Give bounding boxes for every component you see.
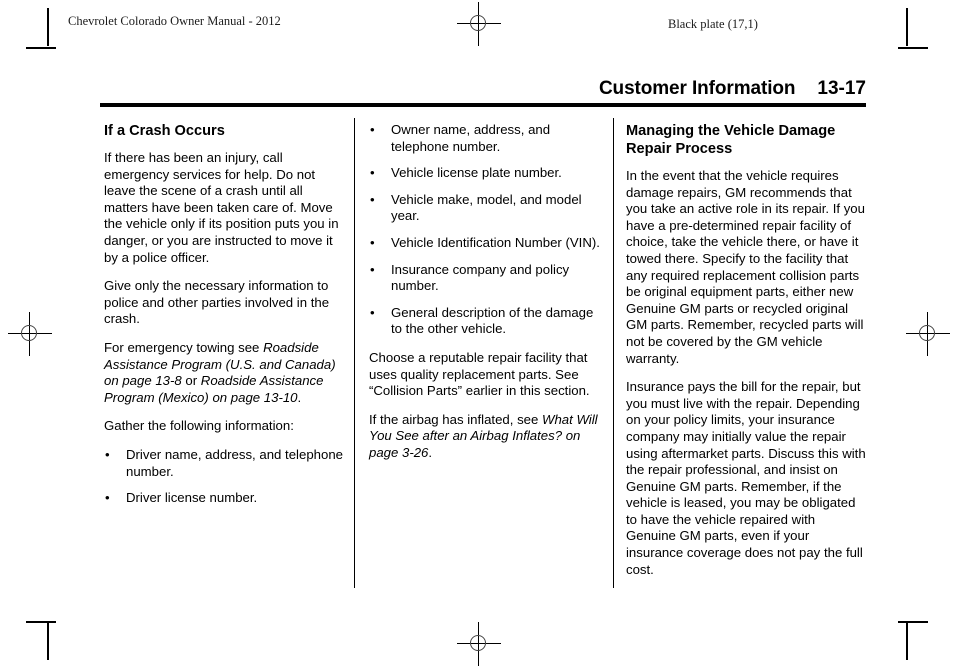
crop-mark-bottom-right-vertical [906,622,908,660]
registration-mark-right-center [906,312,950,356]
list-item [369,235,607,252]
chapter-page-number: 13-17 [817,78,866,99]
list-item [369,305,607,338]
paragraph-emergency-towing-reference [104,340,344,406]
registration-mark-left-center [8,312,52,356]
list-item [369,165,607,182]
crop-mark-bottom-right-horizontal [898,621,928,623]
paragraph-gather-information: Gather the following information: [104,418,294,434]
list-item [369,122,607,155]
running-head-plate-info: Black plate (17,1) [668,17,758,31]
bullet-list-vehicle-info [369,122,607,338]
list-item-text: Driver name, address, and telephone number. [126,446,343,479]
bullet-icon: • [105,446,110,462]
section-heading-managing-repair-process: Managing the Vehicle Damage Repair Process [626,123,836,157]
list-item [104,447,344,480]
running-head-manual-title: Chevrolet Colorado Owner Manual - 2012 [68,14,281,28]
column-divider-right [613,118,614,588]
list-item-text: Driver license number. [126,490,258,506]
paragraph-give-information: Give only the necessary information to police and other parties involved in the crash. [104,278,330,327]
list-item-text: General description of the damage to the other vehicle. [391,304,594,337]
list-item [369,192,607,225]
registration-mark-bottom-center [457,622,501,666]
paragraph-insurance-guidance: Insurance pays the bill for the repair, but you must live with the repair. Depending on your policy limits, your insurance company may initially value the repair using aftermarket parts. Discuss this with the repair professional, and insist on Genuine GM parts. Remember, if the vehicle is leased, you may be obligated to have the vehicle repaired with Genuine GM parts, even if your insurance coverage does not pay the full cost. [626,379,866,577]
crop-mark-top-left-horizontal [26,47,56,49]
page-title [100,78,866,100]
section-heading-if-a-crash-occurs: If a Crash Occurs [104,123,225,139]
content-column-1 [104,122,344,519]
list-item-text: Owner name, address, and telephone number. [391,122,551,154]
cross-reference-roadside-mexico: Roadside Assistance Program (Mexico) on page 13-10 [104,373,324,405]
bullet-icon: • [370,261,375,277]
towing-period: . [297,389,302,405]
registration-circle [21,325,37,341]
chapter-title-text: Customer Information [598,78,796,99]
list-item [369,262,607,295]
registration-circle [919,325,935,341]
bullet-icon: • [370,234,375,250]
crop-mark-bottom-left-vertical [47,622,49,660]
title-underline-rule [100,103,866,107]
crop-mark-bottom-left-horizontal [26,621,56,623]
list-item-text: Vehicle make, model, and model year. [391,191,582,224]
crop-mark-top-right-vertical [906,8,908,46]
paragraph-crash-instructions: If there has been an injury, call emergency services for help. Do not leave the scene of a crash until all matters have been taken care of. Move the vehicle only if its position puts you in danger, or you are instructed to move it by a police officer. [104,150,339,265]
cross-reference-roadside-us-canada: Roadside Assistance Program (U.S. and Canada) on page 13-8 [104,339,336,389]
cross-reference-airbag-inflates: What Will You See after an Airbag Inflates? on page 3-26 [369,411,598,460]
airbag-lead-text: If the airbag has inflated, see [369,411,543,427]
bullet-icon: • [105,490,110,506]
towing-lead-text: For emergency towing see [104,339,264,355]
list-item [104,490,344,507]
column-divider-left [354,118,355,588]
paragraph-airbag-reference [369,412,607,462]
bullet-icon: • [370,122,375,137]
registration-mark-top-center [457,2,501,46]
airbag-period: . [428,444,433,460]
content-column-3 [626,122,866,578]
bullet-icon: • [370,165,375,181]
paragraph-repair-parts-guidance: In the event that the vehicle requires damage repairs, GM recommends that you take an active role in its repair. If you have a pre-determined repair facility of choice, take the vehicle there, or have it towed there. Specify to the facility that any required replacement collision parts be original equipment parts, either new Genuine GM parts or recycled original GM parts. Remember, recycled parts will not be covered by the GM vehicle warranty. [626,168,865,366]
bullet-icon: • [370,304,375,320]
list-item-text: Vehicle Identification Number (VIN). [391,234,600,250]
paragraph-choose-repair-facility: Choose a reputable repair facility that uses quality replacement parts. See “Collision Parts” earlier in this section. [369,349,590,399]
bullet-list-driver-info [104,447,344,507]
registration-circle [470,635,486,651]
bullet-icon: • [370,191,375,207]
crop-mark-top-right-horizontal [898,47,928,49]
registration-circle [470,15,486,31]
list-item-text: Vehicle license plate number. [391,165,562,181]
content-column-2 [369,122,607,462]
towing-conjunction: or [181,373,201,389]
crop-mark-top-left-vertical [47,8,49,46]
list-item-text: Insurance company and policy number. [391,261,570,294]
